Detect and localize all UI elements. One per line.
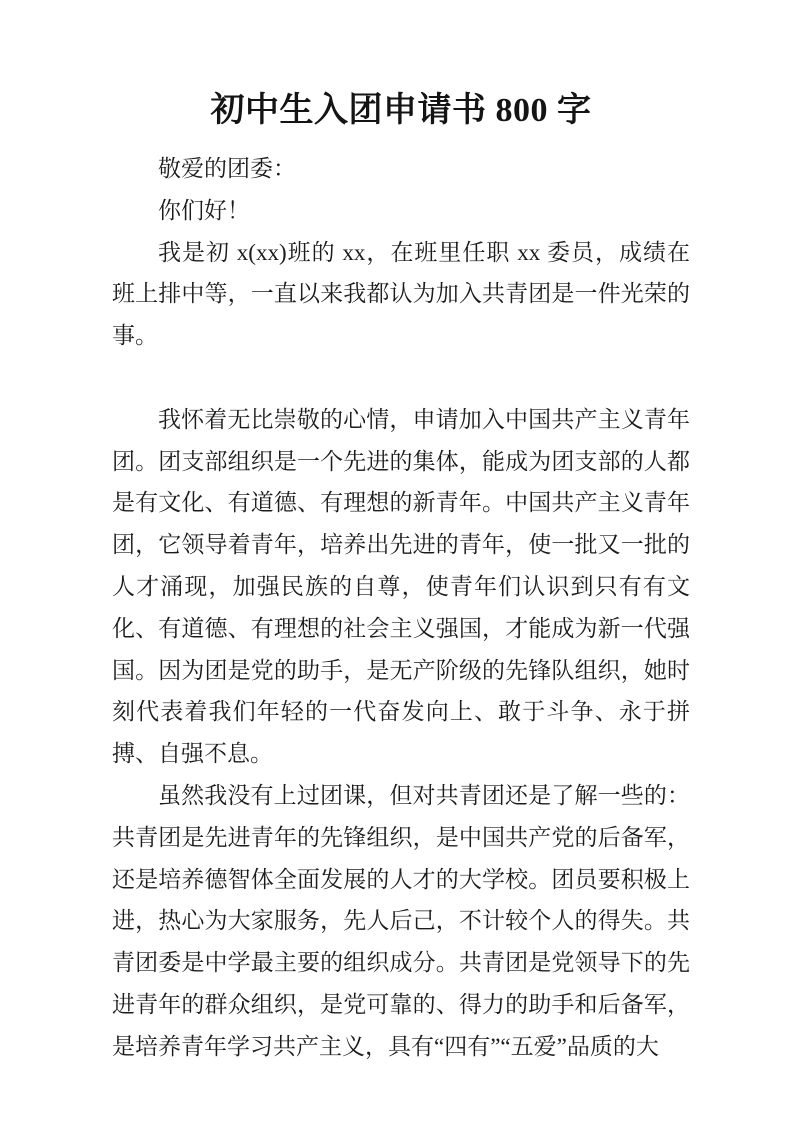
intro-paragraph: 我是初 x(xx)班的 xx，在班里任职 xx 委员，成绩在班上排中等，一直以来我都认为加入共青团是一件光荣的事。 bbox=[112, 239, 690, 349]
greeting-line: 你们好！ bbox=[158, 197, 250, 223]
salutation-line: 敬爱的团委： bbox=[158, 156, 296, 181]
blank-line bbox=[112, 357, 690, 399]
document-title: 初中生入团申请书 800 字 bbox=[210, 92, 592, 129]
body-paragraph-motivation: 我怀着无比崇敬的心情，申请加入中国共产主义青年团。团支部组织是一个先进的集体，能成为团支部的人都是有文化、有道德、有理想的新青年。中国共产主义青年团，它领导着青年，培养出先进的青年，使一批又一批的人才涌现，加强民族的自尊，使青年们认识到只有有文化、有道德、有理想的社会主义强国，才能成为新一代强国。因为团是党的助手，是无产阶级的先锋队组织，她时刻代表着我们年轻的一代奋发向上、敢于斗争、永于拼搏、自强不息。 bbox=[112, 406, 690, 767]
body-paragraph-understanding: 虽然我没有上过团课，但对共青团还是了解一些的：共青团是先进青年的先锋组织，是中国共产党的后备军，还是培养德智体全面发展的人才的大学校。团员要积极上进，热心为大家服务，先人后己，不计较个人的得失。共青团委是中学最主要的组织成分。共青团是党领导下的先进青年的群众组织，是党可靠的、得力的助手和后备军，是培养青年学习共产主义，具有“四有”“五爱”品质的大 bbox=[112, 782, 690, 1059]
